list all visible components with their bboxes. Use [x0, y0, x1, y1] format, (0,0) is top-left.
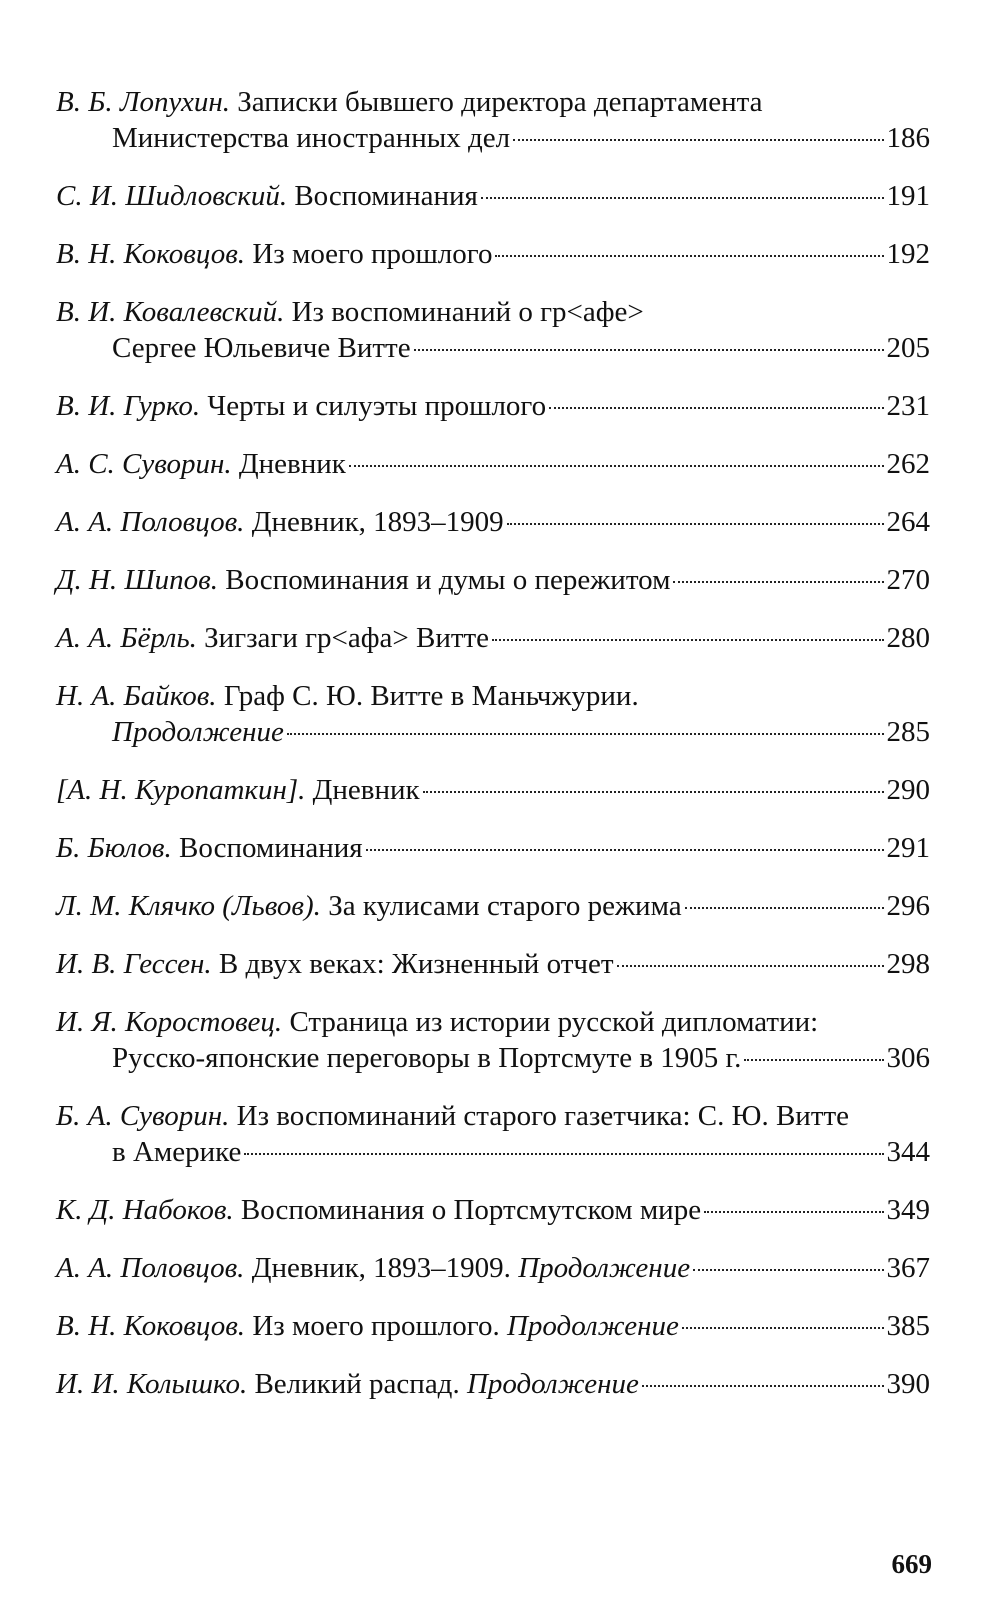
- table-of-contents: [56, 84, 930, 1424]
- toc-entry-page: 349: [886, 1194, 930, 1226]
- toc-entry-title: В двух веках: Жизненный отчет: [218, 948, 614, 980]
- toc-entry-line: [56, 84, 930, 120]
- toc-entry-line: [56, 678, 930, 714]
- toc-entry-title: Дневник, 1893–1909: [251, 506, 504, 538]
- toc-entry-text: [112, 120, 510, 156]
- toc-entry-text: [56, 178, 478, 214]
- page-number: 669: [891, 1549, 932, 1579]
- toc-entry-author: Б. А. Суворин.: [56, 1100, 230, 1132]
- toc-entry: [56, 678, 930, 750]
- toc-entry-author: К. Д. Набоков.: [56, 1194, 234, 1226]
- toc-entry-title: Воспоминания: [179, 832, 363, 864]
- toc-entry-title: Воспоминания и думы о пережитом: [225, 564, 671, 596]
- toc-entry-text: [56, 830, 363, 866]
- toc-entry-text: [56, 678, 639, 714]
- toc-entry-last-line: [56, 120, 930, 156]
- toc-entry-last-line: [56, 178, 930, 214]
- toc-entry: [56, 1098, 930, 1170]
- toc-entry: [56, 1308, 930, 1344]
- toc-entry-last-line: [56, 330, 930, 366]
- toc-entry-page: 192: [886, 238, 930, 270]
- toc-entry-line: [56, 1098, 930, 1134]
- toc-entry: [56, 388, 930, 424]
- dot-leader: [642, 1385, 884, 1387]
- toc-entry-text: [112, 330, 411, 366]
- toc-entry-continuation: Продолжение: [506, 1310, 679, 1342]
- toc-entry-last-line: [56, 388, 930, 424]
- toc-entry: [56, 888, 930, 924]
- toc-entry-author: А. А. Половцов.: [56, 506, 245, 538]
- dot-leader: [366, 849, 884, 851]
- dot-leader: [682, 1327, 884, 1329]
- toc-entry-text: [56, 1366, 639, 1402]
- toc-entry-continuation: Продолжение: [466, 1368, 639, 1400]
- toc-entry-author: С. И. Шидловский.: [56, 180, 288, 212]
- toc-entry-page: 296: [886, 890, 930, 922]
- dot-leader: [685, 907, 884, 909]
- toc-entry-title: Черты и силуэты прошлого: [207, 390, 547, 422]
- toc-entry: [56, 830, 930, 866]
- toc-entry-page: 285: [886, 716, 930, 748]
- toc-entry-author: В. И. Ковалевский.: [56, 296, 285, 328]
- toc-entry-text: [56, 294, 644, 330]
- toc-entry-author: И. Я. Коростовец.: [56, 1006, 283, 1038]
- dot-leader: [693, 1269, 883, 1271]
- toc-entry-title: Дневник: [238, 448, 346, 480]
- toc-entry-title: Великий распад.: [254, 1368, 460, 1400]
- toc-entry-title: Воспоминания: [294, 180, 478, 212]
- toc-entry-page: 280: [886, 622, 930, 654]
- toc-entry-text: [56, 236, 492, 272]
- dot-leader: [423, 791, 884, 793]
- toc-entry-text: [56, 1308, 679, 1344]
- toc-entry-text: [56, 772, 420, 808]
- toc-entry-last-line: [56, 1040, 930, 1076]
- toc-entry-page: 367: [886, 1252, 930, 1284]
- dot-leader: [513, 139, 883, 141]
- toc-entry-title: Из моего прошлого: [252, 238, 493, 270]
- toc-entry-text: [56, 1250, 690, 1286]
- toc-entry: [56, 1004, 930, 1076]
- dot-leader: [492, 639, 883, 641]
- toc-entry-page: 186: [886, 122, 930, 154]
- toc-entry: [56, 178, 930, 214]
- toc-entry-author: В. Б. Лопухин.: [56, 86, 230, 118]
- toc-entry-last-line: [56, 1192, 930, 1228]
- toc-entry-author: Д. Н. Шипов.: [56, 564, 218, 596]
- toc-entry-author: В. И. Гурко.: [56, 390, 201, 422]
- toc-entry: [56, 504, 930, 540]
- toc-entry-title: Сергее Юльевиче Витте: [112, 332, 411, 364]
- dot-leader: [704, 1211, 883, 1213]
- toc-entry-last-line: [56, 620, 930, 656]
- toc-entry-title: Дневник, 1893–1909.: [251, 1252, 511, 1284]
- toc-entry-page: 306: [886, 1042, 930, 1074]
- toc-entry-last-line: [56, 1366, 930, 1402]
- toc-entry: [56, 1366, 930, 1402]
- toc-entry-last-line: [56, 946, 930, 982]
- toc-entry-text: [56, 84, 763, 120]
- toc-entry-title: Из моего прошлого.: [252, 1310, 500, 1342]
- toc-entry-last-line: [56, 504, 930, 540]
- toc-entry-text: [56, 888, 682, 924]
- toc-entry-title: Министерства иностранных дел: [112, 122, 511, 154]
- toc-entry-last-line: [56, 1250, 930, 1286]
- dot-leader: [414, 349, 884, 351]
- toc-entry-title: Воспоминания о Портсмутском мире: [240, 1194, 702, 1226]
- toc-entry: [56, 946, 930, 982]
- toc-entry: [56, 294, 930, 366]
- toc-entry-page: 291: [886, 832, 930, 864]
- toc-entry-text: [56, 946, 614, 982]
- toc-entry-title: Из воспоминаний старого газетчика: С. Ю. Витте: [236, 1100, 850, 1132]
- dot-leader: [617, 965, 884, 967]
- toc-entry: [56, 620, 930, 656]
- toc-entry-continuation: Продолжение: [518, 1252, 691, 1284]
- toc-entry-last-line: [56, 888, 930, 924]
- toc-entry: [56, 1250, 930, 1286]
- toc-entry-last-line: [56, 1308, 930, 1344]
- toc-entry-author: [А. Н. Куропаткин].: [56, 774, 306, 806]
- toc-entry-text: [56, 1098, 849, 1134]
- toc-entry-title: Дневник: [312, 774, 420, 806]
- toc-entry-text: [56, 620, 489, 656]
- toc-entry-last-line: [56, 830, 930, 866]
- toc-entry-text: [56, 446, 346, 482]
- toc-entry-page: 290: [886, 774, 930, 806]
- toc-entry-author: В. Н. Коковцов.: [56, 238, 246, 270]
- toc-entry-author: Н. А. Байков.: [56, 680, 217, 712]
- toc-entry-last-line: [56, 446, 930, 482]
- toc-entry-line: [56, 294, 930, 330]
- toc-entry-title: Страница из истории русской дипломатии:: [289, 1006, 819, 1038]
- dot-leader: [507, 523, 884, 525]
- toc-entry-page: 191: [886, 180, 930, 212]
- toc-entry-page: 298: [886, 948, 930, 980]
- toc-entry-page: 264: [886, 506, 930, 538]
- toc-entry: [56, 562, 930, 598]
- toc-entry-last-line: [56, 714, 930, 750]
- toc-entry-title: Граф С. Ю. Витте в Маньчжурии.: [223, 680, 639, 712]
- toc-entry-text: [56, 388, 546, 424]
- toc-entry-page: 390: [886, 1368, 930, 1400]
- toc-entry-title: Русско-японские переговоры в Портсмуте в 1905 г.: [112, 1042, 742, 1074]
- dot-leader: [673, 581, 883, 583]
- toc-entry-title: Зигзаги гр<афа> Витте: [204, 622, 490, 654]
- toc-entry-author: Л. М. Клячко (Львов).: [56, 890, 321, 922]
- toc-entry-text: [112, 1040, 741, 1076]
- toc-entry-text: [112, 1134, 241, 1170]
- toc-entry: [56, 84, 930, 156]
- toc-entry-last-line: [56, 562, 930, 598]
- dot-leader: [495, 255, 883, 257]
- dot-leader: [481, 197, 884, 199]
- toc-entry: [56, 1192, 930, 1228]
- toc-entry-last-line: [56, 236, 930, 272]
- dot-leader: [549, 407, 883, 409]
- toc-entry-line: [56, 1004, 930, 1040]
- toc-entry-page: 205: [886, 332, 930, 364]
- dot-leader: [744, 1059, 883, 1061]
- toc-entry-page: 344: [886, 1136, 930, 1168]
- toc-entry-author: И. И. Колышко.: [56, 1368, 248, 1400]
- toc-entry-author: В. Н. Коковцов.: [56, 1310, 246, 1342]
- toc-entry-page: 270: [886, 564, 930, 596]
- toc-entry: [56, 446, 930, 482]
- toc-entry-author: И. В. Гессен.: [56, 948, 212, 980]
- toc-entry-last-line: [56, 772, 930, 808]
- toc-entry-last-line: [56, 1134, 930, 1170]
- toc-entry-title: Из воспоминаний о гр<афе>: [291, 296, 644, 328]
- dot-leader: [349, 465, 884, 467]
- toc-entry-text: [112, 714, 284, 750]
- toc-entry-title: в Америке: [112, 1136, 242, 1168]
- toc-entry-text: [56, 562, 670, 598]
- dot-leader: [244, 1153, 883, 1155]
- toc-entry-title: Записки бывшего директора департамента: [237, 86, 763, 118]
- toc-entry-page: 262: [886, 448, 930, 480]
- toc-entry-author: А. А. Половцов.: [56, 1252, 245, 1284]
- toc-entry-author: Б. Бюлов.: [56, 832, 172, 864]
- toc-entry-author: А. А. Бёрль.: [56, 622, 197, 654]
- toc-entry-title: За кулисами старого режима: [328, 890, 682, 922]
- toc-entry-text: [56, 1004, 818, 1040]
- toc-entry: [56, 236, 930, 272]
- toc-entry-author: А. С. Суворин.: [56, 448, 232, 480]
- toc-entry-continuation: Продолжение: [112, 716, 284, 748]
- toc-entry-page: 231: [886, 390, 930, 422]
- toc-entry-page: 385: [886, 1310, 930, 1342]
- toc-entry-text: [56, 1192, 701, 1228]
- toc-entry-text: [56, 504, 504, 540]
- dot-leader: [287, 733, 884, 735]
- toc-entry: [56, 772, 930, 808]
